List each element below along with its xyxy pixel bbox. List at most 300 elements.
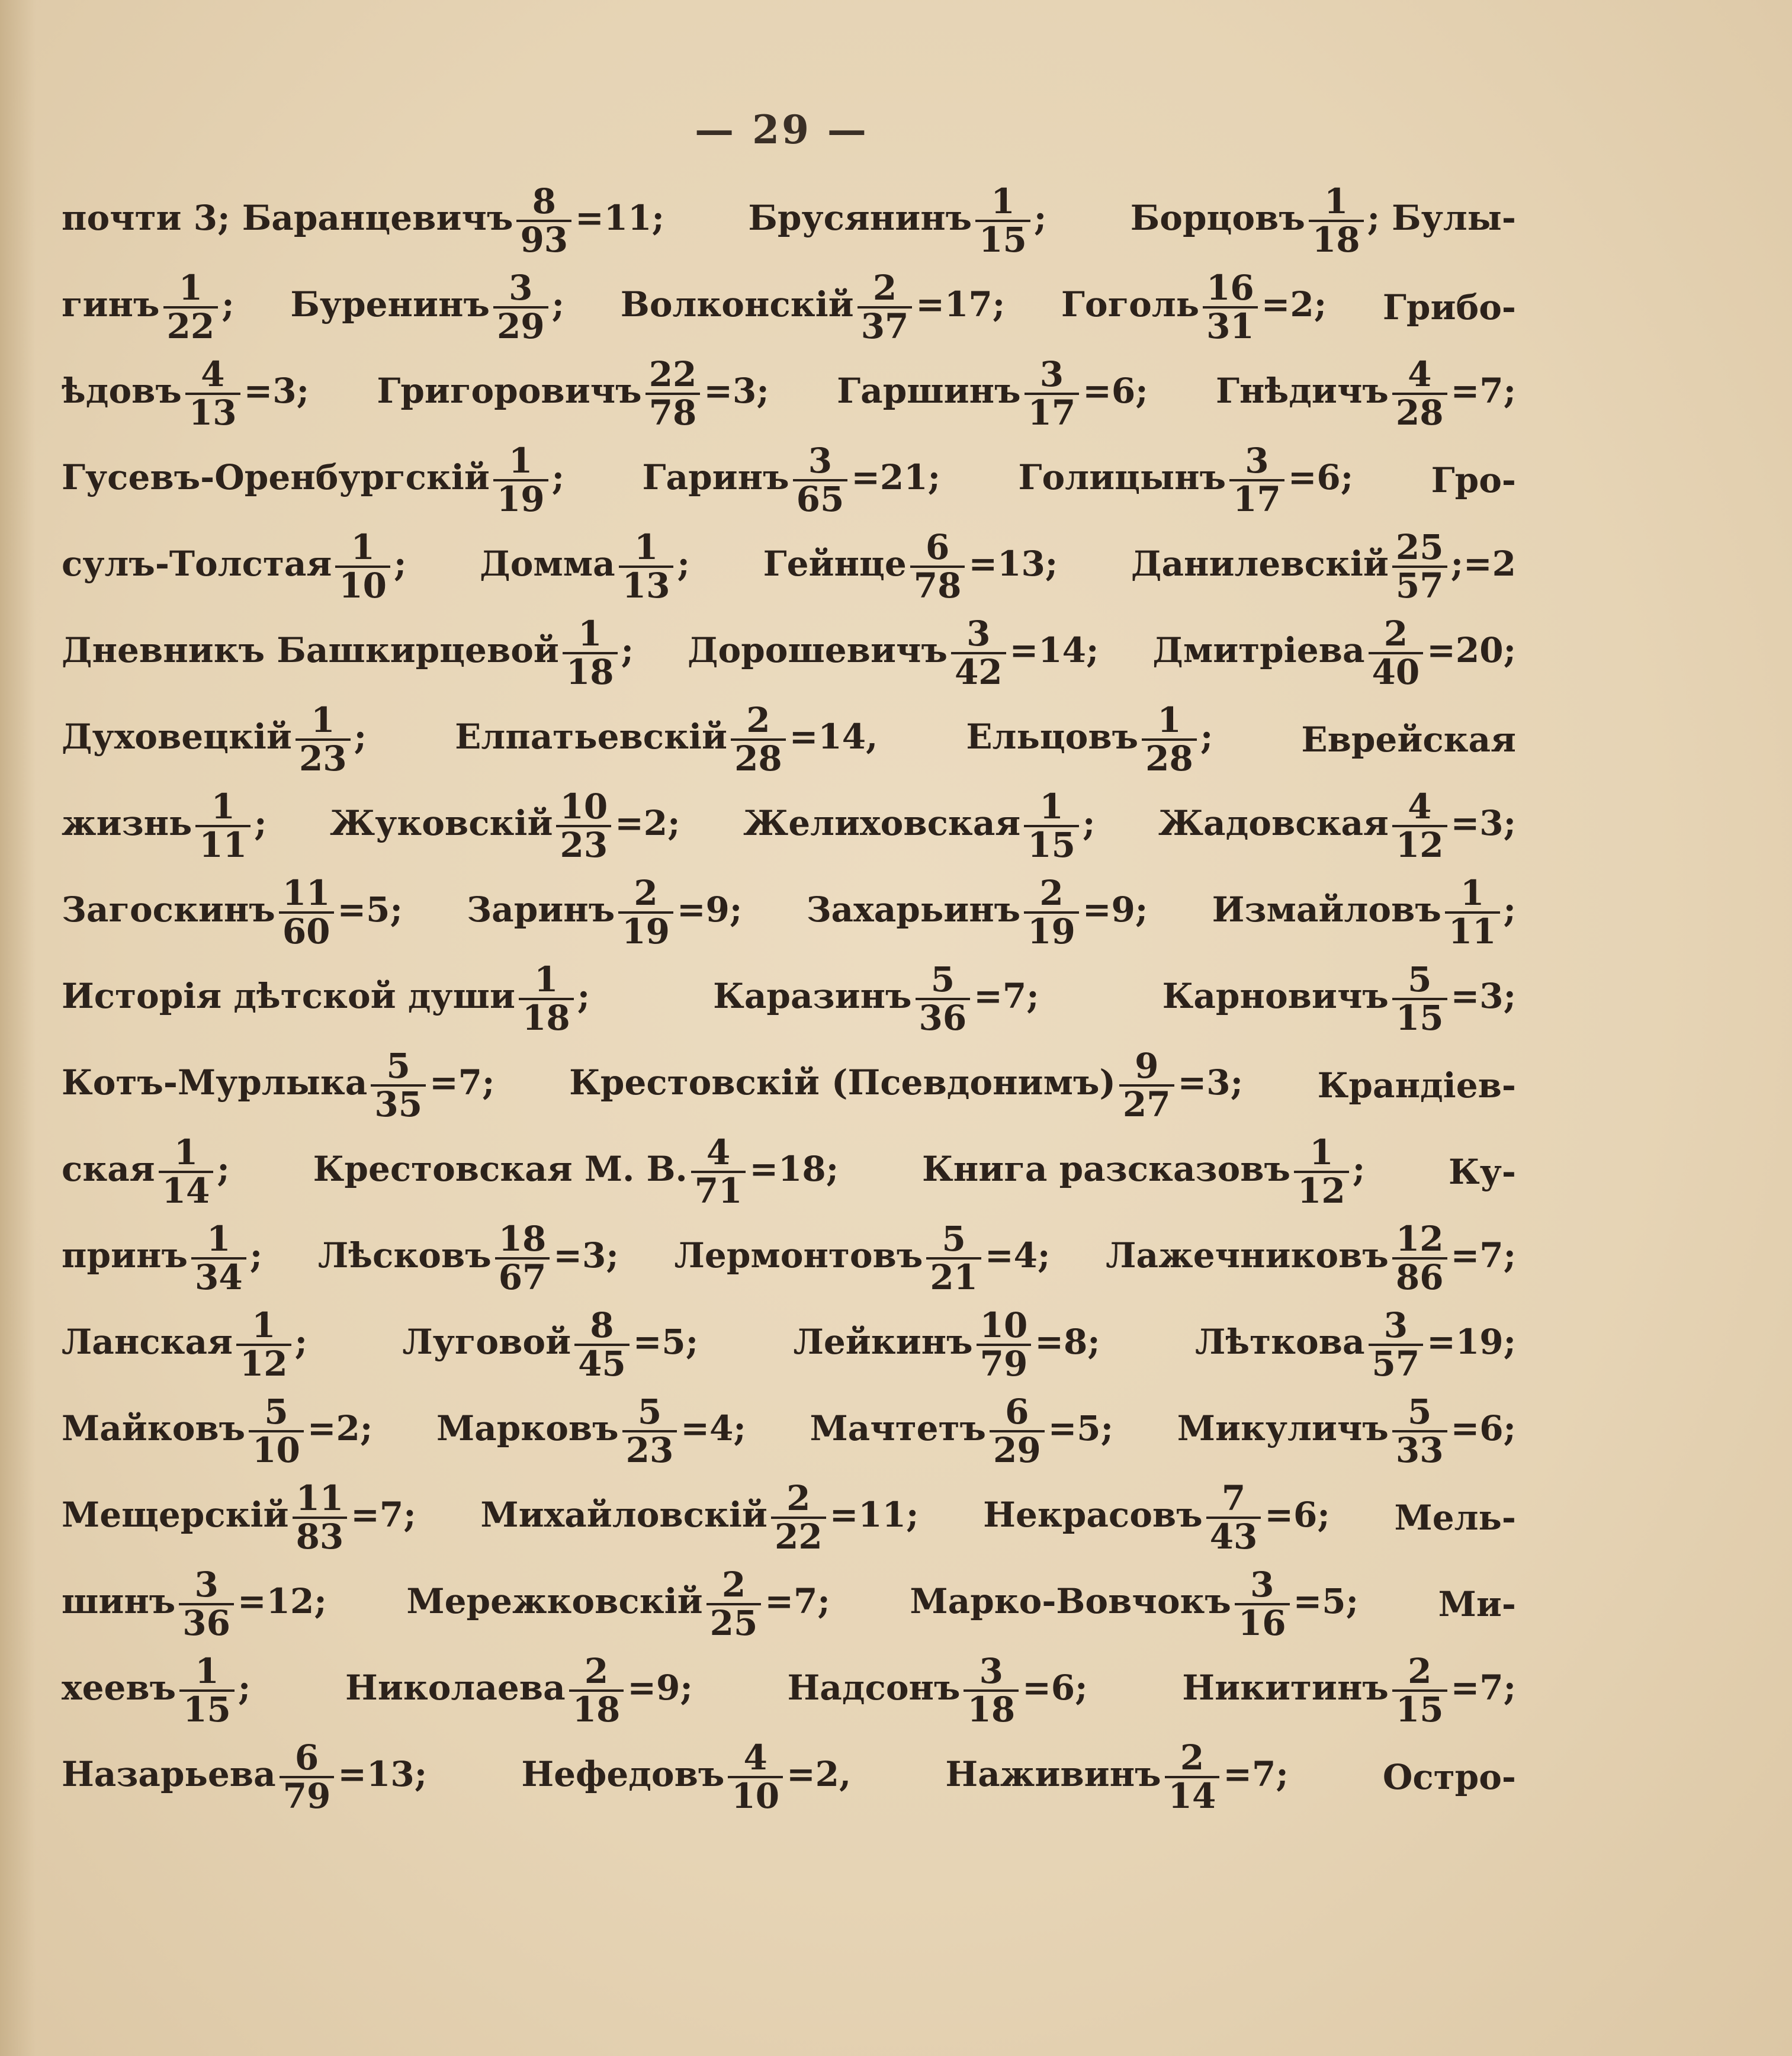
text-line [62,610,1516,696]
fraction-result: ; [551,457,564,497]
fraction-result: =6; [1022,1668,1088,1708]
fraction [951,613,1006,692]
fraction [910,529,965,604]
entry-name: Мещерскій [62,1495,289,1535]
entry-name: Голицынъ [1018,457,1226,497]
entry-name: Николаева [345,1668,566,1708]
fraction [179,1653,235,1728]
fraction-denominator: 79 [280,1776,335,1814]
text-segment [675,1221,1051,1296]
fraction [771,1480,826,1555]
fraction-numerator: 1 [534,959,558,1000]
fraction-denominator: 11 [195,825,251,863]
fraction-denominator: 28 [1392,393,1447,431]
entry-name: принъ [62,1235,188,1276]
fraction-numerator: 5 [930,959,955,1000]
entry-name: Исторія дѣтской души [62,976,515,1016]
text-segment [62,1480,416,1555]
fraction-result: =2, [786,1754,852,1794]
fraction-denominator: 12 [1294,1171,1349,1209]
fraction [645,356,701,431]
text-segment [1152,613,1516,692]
fraction-numerator: 1 [1039,786,1064,827]
text-segment [62,529,406,604]
entry-name: шинъ [62,1581,176,1621]
fraction-numerator: 5 [1408,959,1432,1000]
fraction-result: ; [1082,803,1096,843]
entry-name: Мачтетъ [810,1408,986,1448]
text-line [62,178,1516,264]
entry-name: Лажечниковъ [1106,1235,1389,1276]
fraction-numerator: 6 [294,1737,319,1778]
text-line [62,437,1516,523]
entry-name: Мель- [1394,1498,1516,1538]
fraction-numerator: 7 [1221,1478,1246,1519]
text-line [62,1388,1516,1474]
fraction-numerator: 1 [207,1219,231,1260]
entry-name: Захарьинъ [806,889,1021,930]
entry-name: Марко-Вовчокъ [910,1581,1231,1621]
entry-name: Гоголь [1061,284,1200,325]
text-segment [402,1305,699,1384]
fraction-numerator: 3 [808,441,833,481]
entry-name: Дорошевичъ [687,630,948,670]
entry-name: Жуковскій [330,803,553,843]
fraction-numerator: 3 [1250,1565,1274,1605]
fraction-result: =3; [243,371,310,411]
text-segment [62,959,590,1038]
entry-name: ѣдовъ [62,371,182,411]
fraction-denominator: 67 [495,1257,550,1296]
text-line [62,1215,1516,1302]
entry-name: Ланская [62,1322,233,1362]
entry-name: Лермонтовъ [674,1235,923,1276]
fraction-denominator: 79 [977,1344,1032,1382]
fraction [1392,959,1447,1038]
text-segment [922,1132,1366,1211]
text-segment [467,875,742,950]
fraction-numerator: 1 [351,527,375,568]
fraction-denominator: 65 [793,479,848,518]
text-line [62,1042,1516,1129]
fraction-result: ; [1200,717,1213,757]
text-segment [406,1567,830,1641]
fraction-numerator: 2 [1180,1737,1205,1778]
text-line [62,264,1516,351]
fraction [1235,1567,1290,1641]
entry-name: Гнѣдичъ [1215,371,1389,411]
text-segment [480,1480,919,1555]
fraction-denominator: 16 [1235,1603,1290,1641]
fraction-numerator: 1 [178,268,203,309]
entry-name: Марковъ [436,1408,619,1448]
fraction-numerator: 2 [1039,873,1064,914]
text-segment [1106,1221,1516,1296]
fraction-denominator: 33 [1392,1430,1447,1469]
fraction-denominator: 18 [1309,220,1364,258]
fraction-numerator: 10 [560,786,608,827]
entry-name: Борцовъ [1130,198,1305,238]
fraction-numerator: 4 [743,1737,767,1778]
fraction-numerator: 6 [925,527,950,568]
text-segment [62,613,634,692]
fraction-denominator: 14 [1165,1776,1220,1814]
fraction-numerator: 11 [296,1478,344,1519]
fraction-numerator: 8 [532,181,556,222]
text-segment [1061,270,1327,345]
fraction-result: =7; [1450,1235,1516,1276]
entry-name: Майковъ [62,1408,246,1448]
text-segment [1431,460,1516,500]
text-segment [787,1653,1087,1728]
fraction-result: ; [577,976,590,1016]
fraction-denominator: 29 [990,1430,1045,1469]
text-segment [1395,1498,1516,1538]
entry-name: Еврейская [1301,719,1516,760]
fraction [556,786,611,865]
fraction-numerator: 2 [786,1478,811,1519]
entry-name: Григоровичъ [377,371,642,411]
entry-name: Данилевскій [1131,544,1389,584]
text-segment [330,786,680,865]
fraction-result: =2; [615,803,680,843]
fraction-numerator: 9 [1135,1046,1159,1087]
fraction-result: =17; [916,284,1006,325]
fraction-result: =12; [237,1581,327,1621]
fraction [335,529,390,604]
fraction [574,1305,630,1384]
fraction-result: =4; [985,1235,1051,1276]
fraction-denominator: 71 [691,1171,746,1209]
fraction [1392,1221,1447,1296]
fraction [493,270,548,345]
text-segment [62,443,564,518]
text-segment [62,1048,494,1123]
fraction-numerator: 3 [1383,1305,1408,1346]
fraction-result: =6; [1287,457,1354,497]
fraction [1309,181,1364,260]
entry-name: Желиховская [743,803,1021,843]
fraction-numerator: 1 [1324,181,1348,222]
entry-name: хеевъ [62,1668,176,1708]
fraction-numerator: 12 [1395,1219,1444,1260]
fraction [280,1737,335,1816]
entry-name: Измайловъ [1212,889,1441,930]
fraction [519,959,574,1038]
fraction-result: =4; [680,1408,746,1448]
fraction [236,1305,291,1384]
fraction-denominator: 35 [371,1084,426,1123]
fraction-denominator: 42 [951,652,1006,690]
fraction-numerator: 1 [211,786,235,827]
fraction-denominator: 18 [563,652,618,690]
fraction [858,270,913,345]
fraction-denominator: 15 [1392,1689,1447,1728]
entry-name: Назарьева [62,1754,276,1794]
text-segment [1301,719,1516,760]
entry-name: Гаршинъ [837,371,1021,411]
text-segment [377,356,769,431]
text-segment [1162,959,1516,1038]
fraction-result: =5; [337,889,403,930]
text-segment [1383,1757,1516,1797]
text-segment [1195,1305,1516,1384]
fraction-numerator: 2 [1383,613,1408,654]
text-segment [521,1737,852,1816]
fraction-denominator: 17 [1229,479,1284,518]
fraction-denominator: 25 [706,1603,762,1641]
fraction-numerator: 3 [1039,354,1064,395]
fraction-denominator: 21 [926,1257,981,1296]
text-segment [62,270,235,345]
entry-name: гинъ [62,284,160,325]
entry-name: Домма [480,544,615,584]
entry-name: Остро- [1382,1757,1516,1797]
text-segment [318,1221,619,1296]
fraction-numerator: 1 [1157,700,1181,741]
entry-name: Ми- [1438,1584,1516,1624]
fraction [1119,1048,1174,1123]
fraction-result: =6; [1450,1408,1516,1448]
fraction [1445,875,1500,950]
fraction-result: =7; [1223,1754,1289,1794]
fraction-numerator: 3 [194,1565,219,1605]
fraction-denominator: 12 [1392,825,1447,863]
fraction-denominator: 15 [1392,998,1447,1036]
entry-name: почти 3; Баранцевичъ [62,198,513,238]
entry-name: ская [62,1149,155,1189]
entry-name: Дмитріева [1152,630,1365,670]
fraction-denominator: 86 [1392,1257,1447,1296]
fraction-numerator: 1 [578,613,602,654]
fraction [706,1567,762,1641]
fraction-denominator: 78 [645,393,701,431]
fraction [622,1394,677,1469]
text-segment [810,1394,1113,1469]
fraction [1024,786,1079,865]
fraction-denominator: 31 [1203,306,1258,345]
fraction-result: =14; [1009,630,1099,670]
fraction-result: =5; [632,1322,699,1362]
text-segment [1318,1065,1516,1106]
fraction [1203,270,1258,345]
text-segment [313,1132,839,1211]
fraction-result: =3; [1450,976,1516,1016]
fraction-result: =3; [704,371,769,411]
fraction-result: =5; [1293,1581,1359,1621]
fraction [926,1221,981,1296]
fraction-numerator: 8 [590,1305,614,1346]
fraction-numerator: 2 [872,268,897,309]
text-segment [1449,1152,1516,1192]
text-line [62,1129,1516,1215]
fraction-denominator: 57 [1392,566,1447,604]
fraction [1024,875,1079,950]
text-segment [642,443,940,518]
fraction-result: =7; [429,1062,495,1103]
fraction-denominator: 10 [335,566,390,604]
text-segment [837,356,1148,431]
text-segment [62,1132,230,1211]
fraction-result: =7; [1450,371,1516,411]
fraction-numerator: 22 [648,354,697,395]
fraction-result: ; [1503,889,1516,930]
fraction-numerator: 4 [201,354,225,395]
fraction-denominator: 15 [975,220,1030,258]
fraction-result: =3; [1177,1062,1243,1103]
text-segment [1177,1394,1516,1469]
entry-name: Книга разсказовъ [922,1149,1291,1189]
fraction-numerator: 5 [1408,1392,1432,1432]
fraction-result: =19; [1427,1322,1516,1362]
entry-name: Котъ-Мурлыка [62,1062,368,1103]
text-segment [290,270,564,345]
fraction [569,1653,624,1728]
fraction-denominator: 11 [1445,911,1500,950]
fraction-numerator: 2 [584,1651,609,1692]
fraction-result: =20; [1427,630,1516,670]
text-segment [62,1221,262,1296]
page-edge-shadow [0,0,36,2056]
fraction-denominator: 22 [163,306,219,345]
fraction-denominator: 10 [249,1430,304,1469]
fraction-result: =11; [575,198,664,238]
fraction-numerator: 1 [509,441,533,481]
entry-name: Крестовскій (Псевдонимъ) [569,1062,1116,1103]
text-line [62,1734,1516,1820]
text-line [62,783,1516,869]
entry-name: Ельцовъ [966,717,1139,757]
fraction [691,1132,746,1211]
entry-name: Волконскій [620,284,854,325]
fraction-numerator: 16 [1206,268,1254,309]
fraction [293,1480,348,1555]
fraction [191,1221,246,1296]
fraction-denominator: 19 [1024,911,1079,950]
fraction [1392,1653,1447,1728]
fraction-result: ; [621,630,634,670]
text-segment [1182,1653,1516,1728]
fraction-denominator: 18 [519,998,574,1036]
text-segment [455,702,878,777]
fraction [159,1132,214,1211]
fraction-denominator: 18 [569,1689,624,1728]
fraction-denominator: 36 [179,1603,234,1641]
fraction-result: =9; [627,1668,693,1708]
fraction-result: =13; [968,544,1058,584]
entry-name: Микуличъ [1177,1408,1389,1448]
text-segment [62,1653,251,1728]
fraction-numerator: 1 [634,527,659,568]
fraction-denominator: 13 [619,566,674,604]
fraction-result: =7; [351,1495,416,1535]
fraction-numerator: 5 [386,1046,410,1087]
entry-name: Гаринъ [642,457,789,497]
entry-name: Мережковскій [406,1581,703,1621]
text-line [62,696,1516,783]
fraction [1294,1132,1349,1211]
fraction-denominator: 40 [1369,652,1424,690]
fraction-numerator: 4 [1408,354,1432,395]
fraction-result: =13; [338,1754,428,1794]
text-segment [1019,443,1354,518]
text-line [62,956,1516,1042]
fraction [495,1221,550,1296]
fraction-result: =6; [1264,1495,1330,1535]
text-segment [966,702,1213,777]
fraction-denominator: 15 [1024,825,1079,863]
fraction [563,613,618,692]
fraction-result: =3; [1450,803,1516,843]
text-segment [1130,181,1516,260]
fraction-numerator: 1 [311,700,335,741]
fraction [1392,786,1447,865]
fraction [516,181,571,260]
entry-name: Никитинъ [1182,1668,1389,1708]
fraction-numerator: 5 [942,1219,966,1260]
fraction-numerator: 2 [721,1565,746,1605]
page-number: — 29 — [695,107,869,153]
text-segment [62,1737,428,1816]
fraction-denominator: 83 [293,1517,348,1555]
fraction-numerator: 3 [509,268,533,309]
fraction-result: =9; [1082,889,1148,930]
entry-name: Нефедовъ [521,1754,725,1794]
fraction-numerator: 11 [282,873,330,914]
fraction-result: ; [237,1668,251,1708]
fraction-numerator: 1 [991,181,1015,222]
fraction-result: =3; [553,1235,619,1276]
fraction [728,1737,783,1816]
fraction-denominator: 93 [516,220,571,258]
fraction-result: =8; [1035,1322,1100,1362]
fraction-result: ; [677,544,690,584]
fraction-denominator: 60 [279,911,334,950]
fraction-numerator: 1 [195,1651,219,1692]
entry-name: Елпатьевскій [455,717,728,757]
fraction [975,181,1030,260]
fraction-denominator: 27 [1119,1084,1174,1123]
fraction-denominator: 45 [574,1344,630,1382]
fraction-result: ; [249,1235,263,1276]
text-segment [62,1305,308,1384]
text-line [62,523,1516,610]
fraction [977,1305,1032,1384]
fraction-denominator: 23 [296,738,351,777]
fraction [618,875,673,950]
fraction-denominator: 36 [916,998,971,1036]
text-segment [480,529,690,604]
entry-name: сулъ-Толстая [62,544,332,584]
fraction-result: =7; [974,976,1039,1016]
fraction-numerator: 25 [1395,527,1444,568]
fraction-numerator: 2 [746,700,770,741]
fraction-numerator: 2 [634,873,658,914]
fraction [1229,443,1284,518]
text-segment [62,1567,327,1641]
fraction-denominator: 28 [1142,738,1197,777]
fraction-denominator: 57 [1369,1344,1424,1382]
text-body [62,178,1516,1820]
fraction-denominator: 19 [618,911,673,950]
fraction-denominator: 22 [771,1517,826,1555]
fraction [371,1048,426,1123]
entry-name: Крандіев- [1317,1065,1516,1106]
text-segment [763,529,1058,604]
text-segment [743,786,1096,865]
entry-name: Михайловскій [480,1495,767,1535]
fraction-denominator: 10 [728,1776,783,1814]
